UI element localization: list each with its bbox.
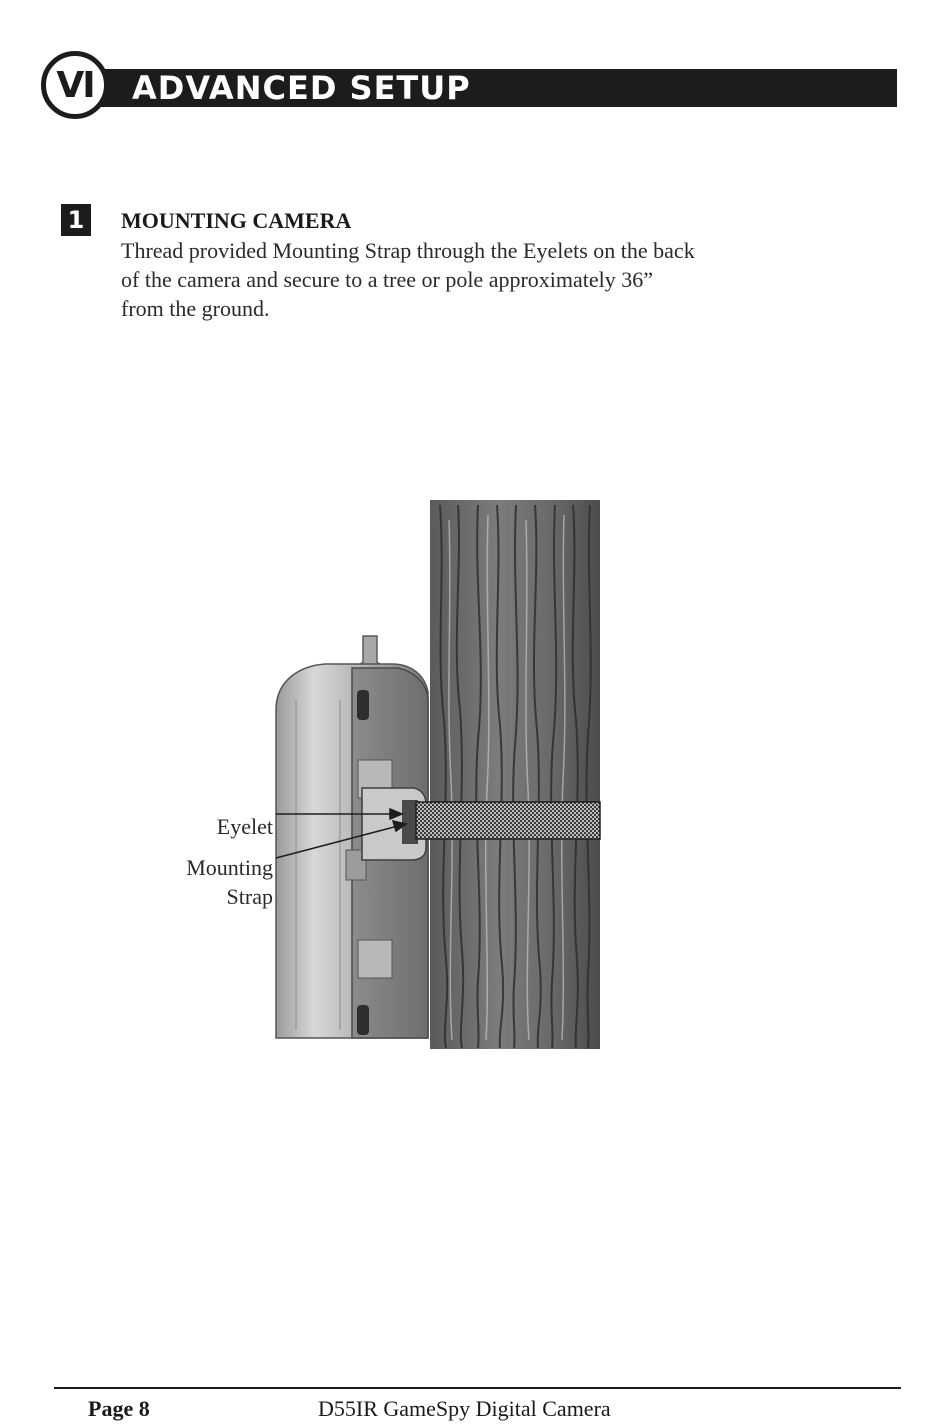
step-heading: MOUNTING CAMERA: [121, 208, 352, 233]
step-instructions: Thread provided Mounting Strap through the Eyelets on the back of the camera and secure to a tree or pole approximately 36” from the ground.: [121, 238, 695, 321]
tree-trunk: [430, 500, 600, 1049]
eyelet-label: Eyelet: [216, 814, 273, 839]
trail-camera: [276, 636, 428, 1038]
mounting-strap-label-line2: Strap: [226, 884, 273, 909]
footer-rule: [54, 1387, 901, 1389]
page-number: Page 8: [88, 1396, 150, 1421]
mounting-strap: [416, 802, 600, 839]
section-number-badge: VI: [41, 51, 109, 119]
step-number-badge: 1: [61, 204, 91, 236]
section-title: ADVANCED SETUP: [132, 69, 471, 107]
mounting-strap-label: [186, 853, 273, 911]
mounting-strap-label-line1: Mounting: [186, 855, 273, 880]
footer-product-title: D55IR GameSpy Digital Camera: [318, 1396, 611, 1421]
